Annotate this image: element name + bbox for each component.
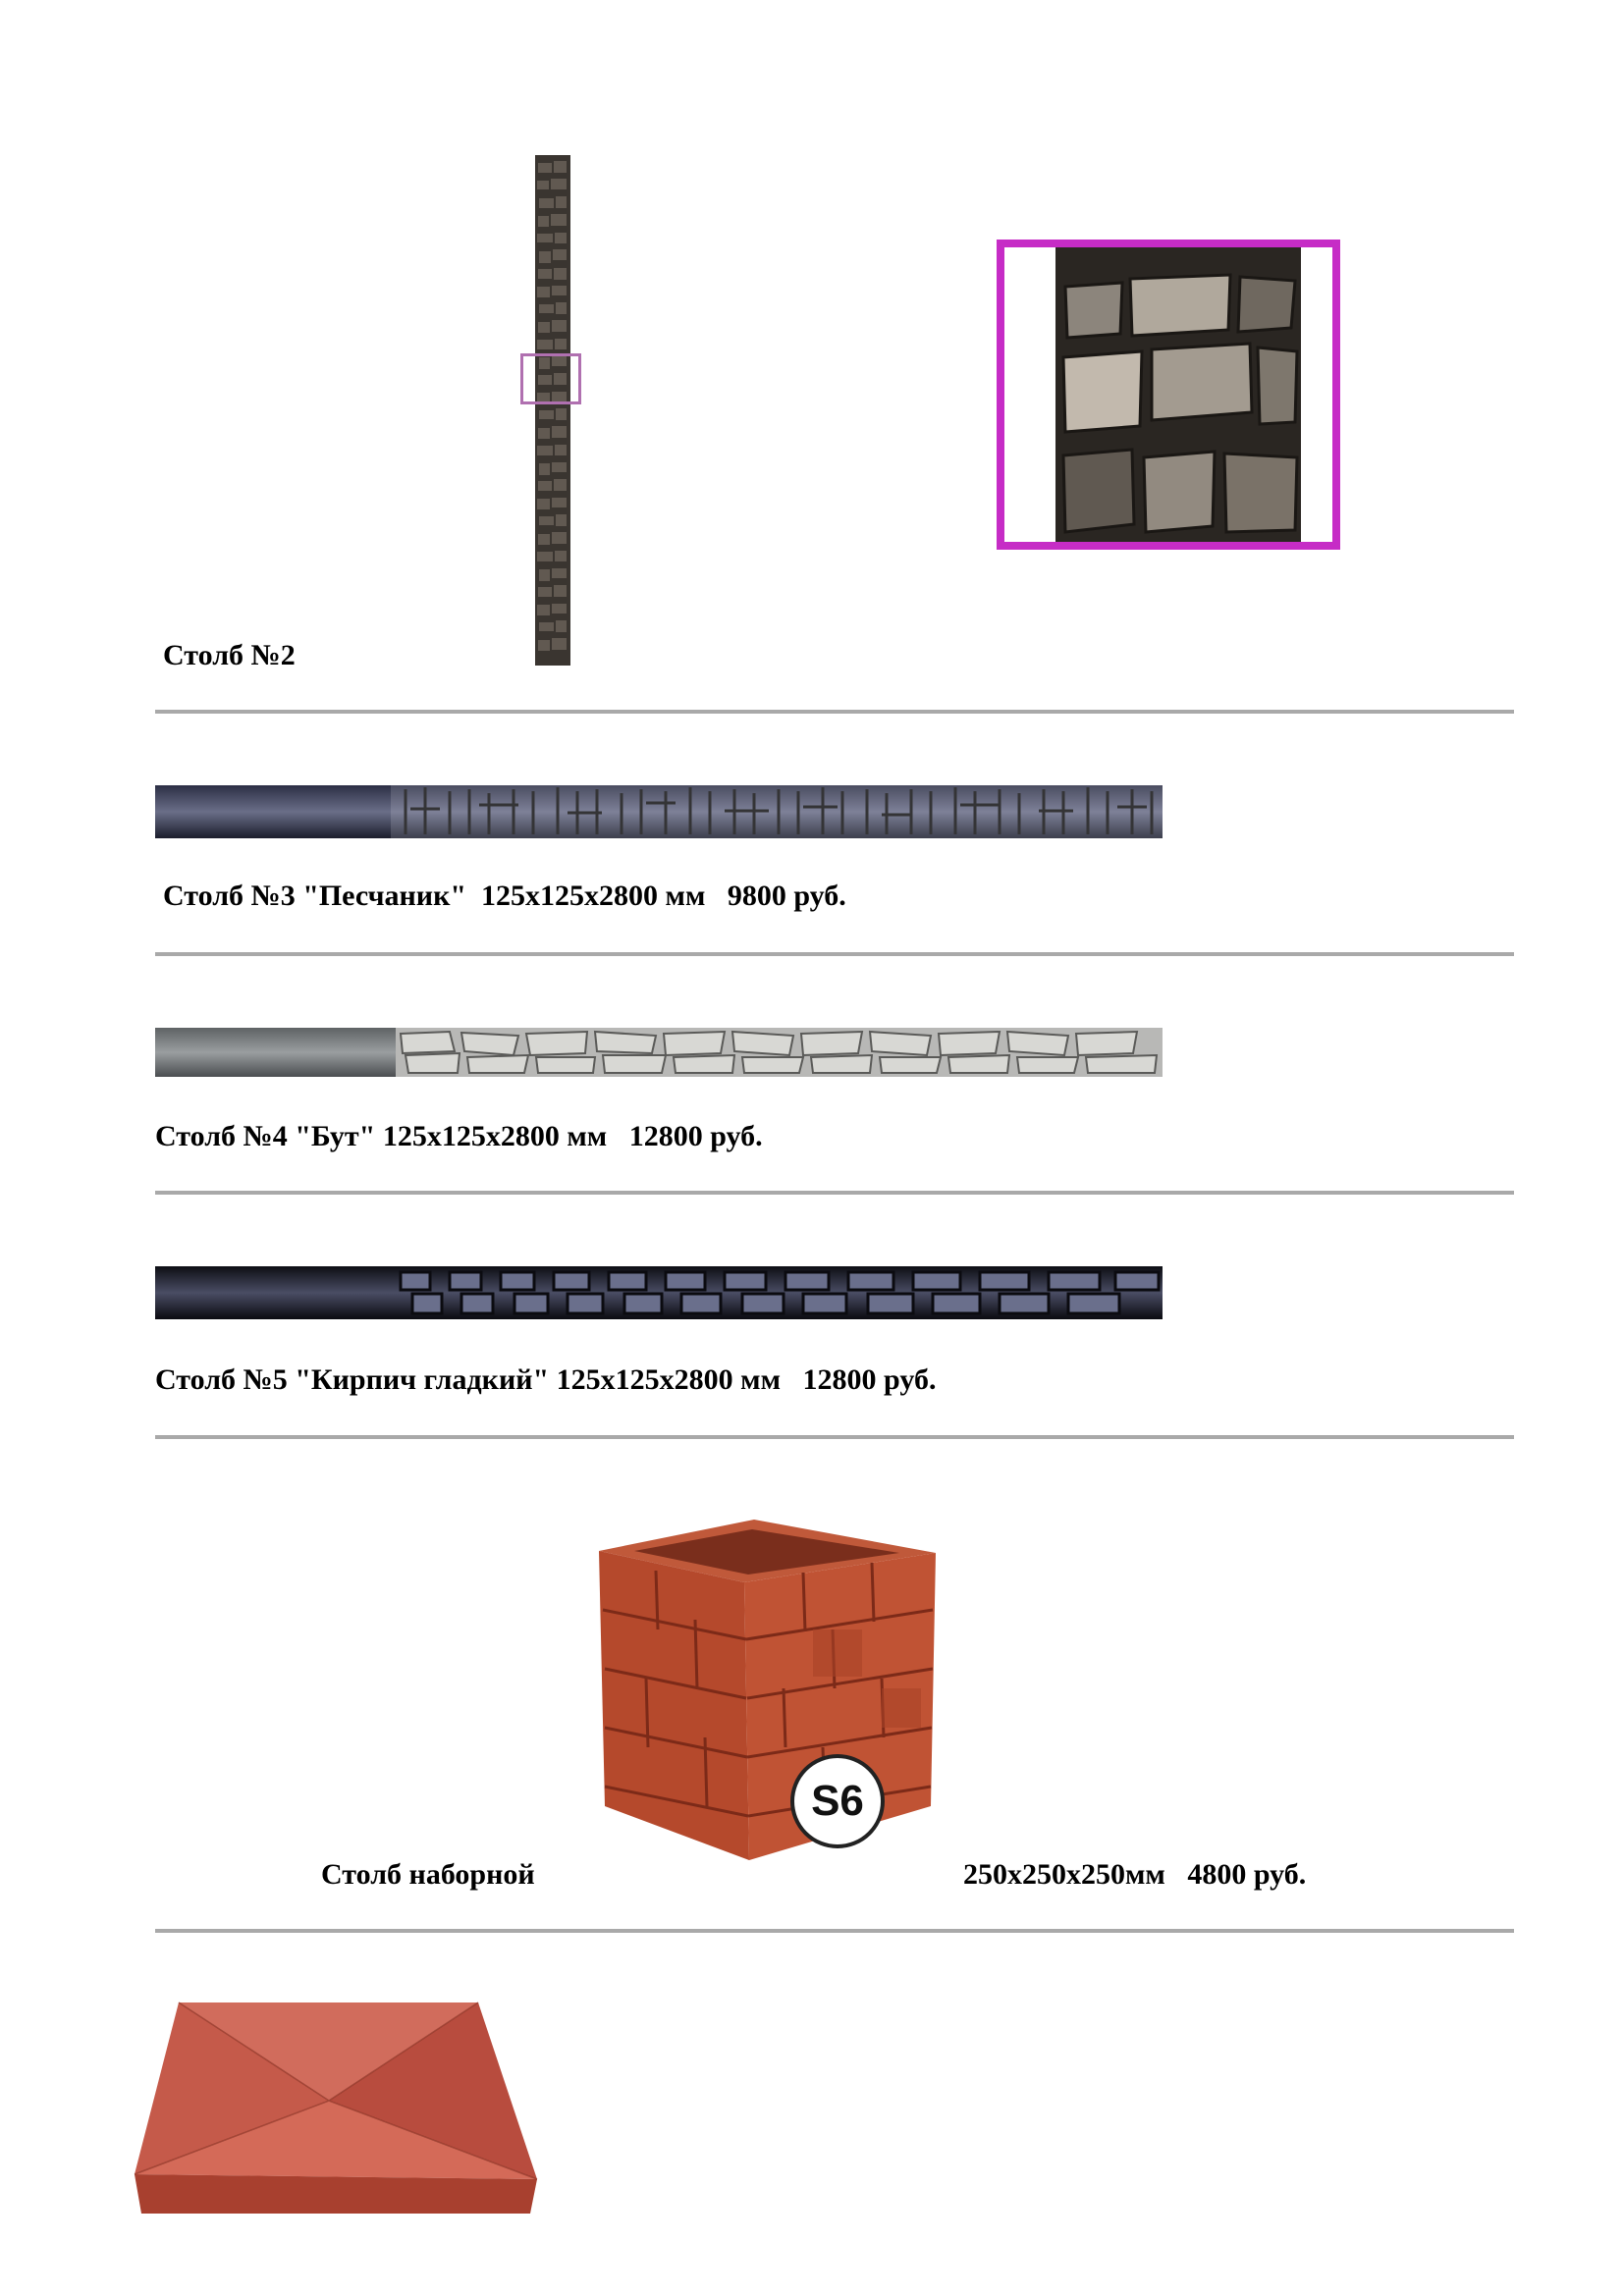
divider [155, 1929, 1514, 1933]
post-cap-image [130, 1993, 542, 2218]
post-5-brick-image [155, 1266, 1163, 1319]
stacked-post-size-price: 250х250х250мм 4800 руб. [963, 1858, 1307, 1891]
divider [155, 1435, 1514, 1439]
post-2-zoom-marker [520, 353, 581, 404]
post-3-sandstone-image [155, 785, 1163, 838]
post-2-detail-image [997, 240, 1340, 550]
post-5-caption: Столб №5 "Кирпич гладкий" 125х125х2800 мм 12800 руб. [155, 1363, 937, 1396]
divider [155, 952, 1514, 956]
post-4-caption: Столб №4 "Бут" 125х125х2800 мм 12800 руб. [155, 1120, 763, 1152]
divider [155, 710, 1514, 714]
post-2-caption: Столб №2 [163, 639, 296, 671]
post-2-tall-image [535, 155, 570, 666]
post-4-rubble-image [155, 1028, 1163, 1077]
s6-badge-label: S6 [811, 1777, 864, 1825]
stacked-post-block-image [587, 1512, 941, 1875]
stacked-post-caption: Столб наборной [321, 1858, 535, 1891]
divider [155, 1191, 1514, 1195]
post-3-caption: Столб №3 "Песчаник" 125х125х2800 мм 9800 руб. [163, 880, 846, 912]
